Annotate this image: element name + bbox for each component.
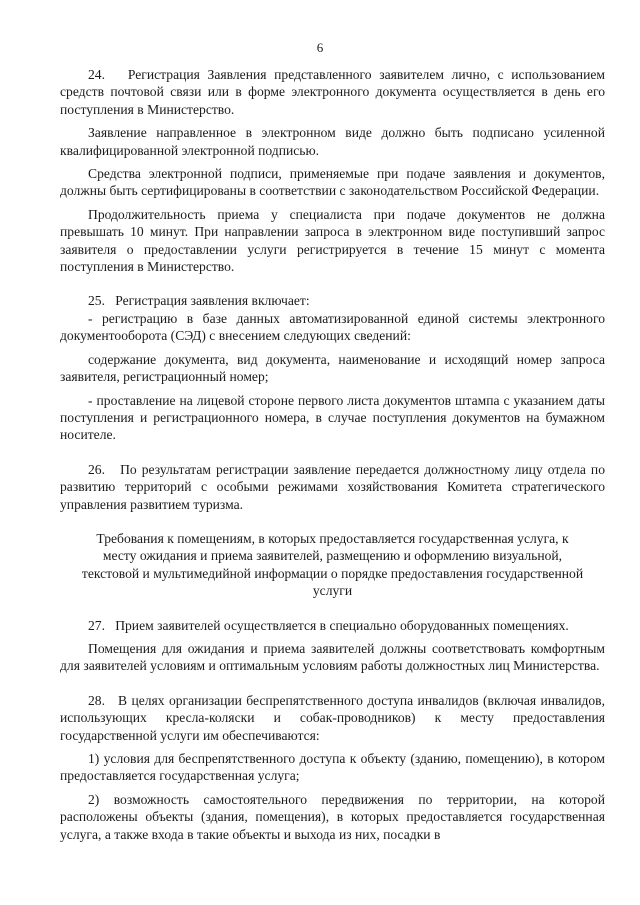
paragraph-sed-registration: - регистрацию в базе данных автоматизированной единой системы электронного документооборота (СЭД) с внесением следующих сведений: xyxy=(60,310,605,344)
paragraph-document-content: содержание документа, вид документа, наименование и исходящий номер запроса заявителя, регистрационный номер; xyxy=(60,351,605,385)
section-item-24 xyxy=(60,66,605,275)
section-heading-premises: Требования к помещениям, в которых предоставляется государственная услуга, к месту ожидания и приема заявителей, размещению и оформлению визуальной, текстовой и мультимедийной информации о порядке предоставления государственной услуги xyxy=(81,530,584,599)
paragraph-stamp: - проставление на лицевой стороне первого листа документов штампа с указанием даты поступления и регистрационного номера, в случае поступления документов на бумажном носителе. xyxy=(60,392,605,443)
paragraph-accessibility-1: 1) условия для беспрепятственного доступа к объекту (зданию, помещению), в котором предоставляется государственная услуга; xyxy=(60,751,605,784)
section-item-28 xyxy=(60,692,605,843)
document-body xyxy=(60,66,605,843)
paragraph-reception-duration: Продолжительность приема у специалиста при подаче документов не должна превышать 10 минут. При направлении запроса в электронном виде поступивший запрос заявителя о предоставлении услуги регистрируется в течение 15 минут с момента поступления в Министерство. xyxy=(60,206,605,275)
paragraph-signature-certification: Средства электронной подписи, применяемые при подаче заявления и документов, должны быть сертифицированы в соответствии с законодательством Российской Федерации. xyxy=(60,166,605,199)
section-item-26 xyxy=(60,461,605,513)
page-number: 6 xyxy=(316,40,324,55)
paragraph-25-registration-includes: 25. Регистрация заявления включает: xyxy=(88,293,310,309)
paragraph-27-reception: 27. Прием заявителей осуществляется в специально оборудованных помещениях. xyxy=(88,617,569,633)
paragraph-accessibility-2: 2) возможность самостоятельного передвижения по территории, на которой расположены объекты (здания, помещения), в которых предоставляется государственная услуга, а также входа в такие объекты и выхода из них, посадки в xyxy=(60,791,605,842)
section-item-27 xyxy=(60,617,605,675)
section-item-25 xyxy=(60,292,605,443)
paragraph-24-registration: 24. Регистрация Заявления представленного заявителем лично, с использованием средств почтовой связи или в форме электронного документа осуществляется в день его поступления в Министерство. xyxy=(60,67,605,117)
paragraph-28-accessibility: 28. В целях организации беспрепятственного доступа инвалидов (включая инвалидов, использующих кресла-коляски и собак-проводников) к месту предоставления государственной услуги им обеспечиваются: xyxy=(60,692,605,743)
paragraph-waiting-premises: Помещения для ожидания и приема заявителей должны соответствовать комфортным для заявителей условиям и оптимальным условиям работы должностных лиц Министерства. xyxy=(60,640,605,674)
paragraph-electronic-signature: Заявление направленное в электронном виде должно быть подписано усиленной квалифицированной электронной подписью. xyxy=(60,125,605,158)
paragraph-26-transfer: 26. По результатам регистрации заявление передается должностному лицу отдела по развитию территорий с особыми режимами хозяйствования Комитета стратегического управления развитием туризма. xyxy=(60,461,605,512)
